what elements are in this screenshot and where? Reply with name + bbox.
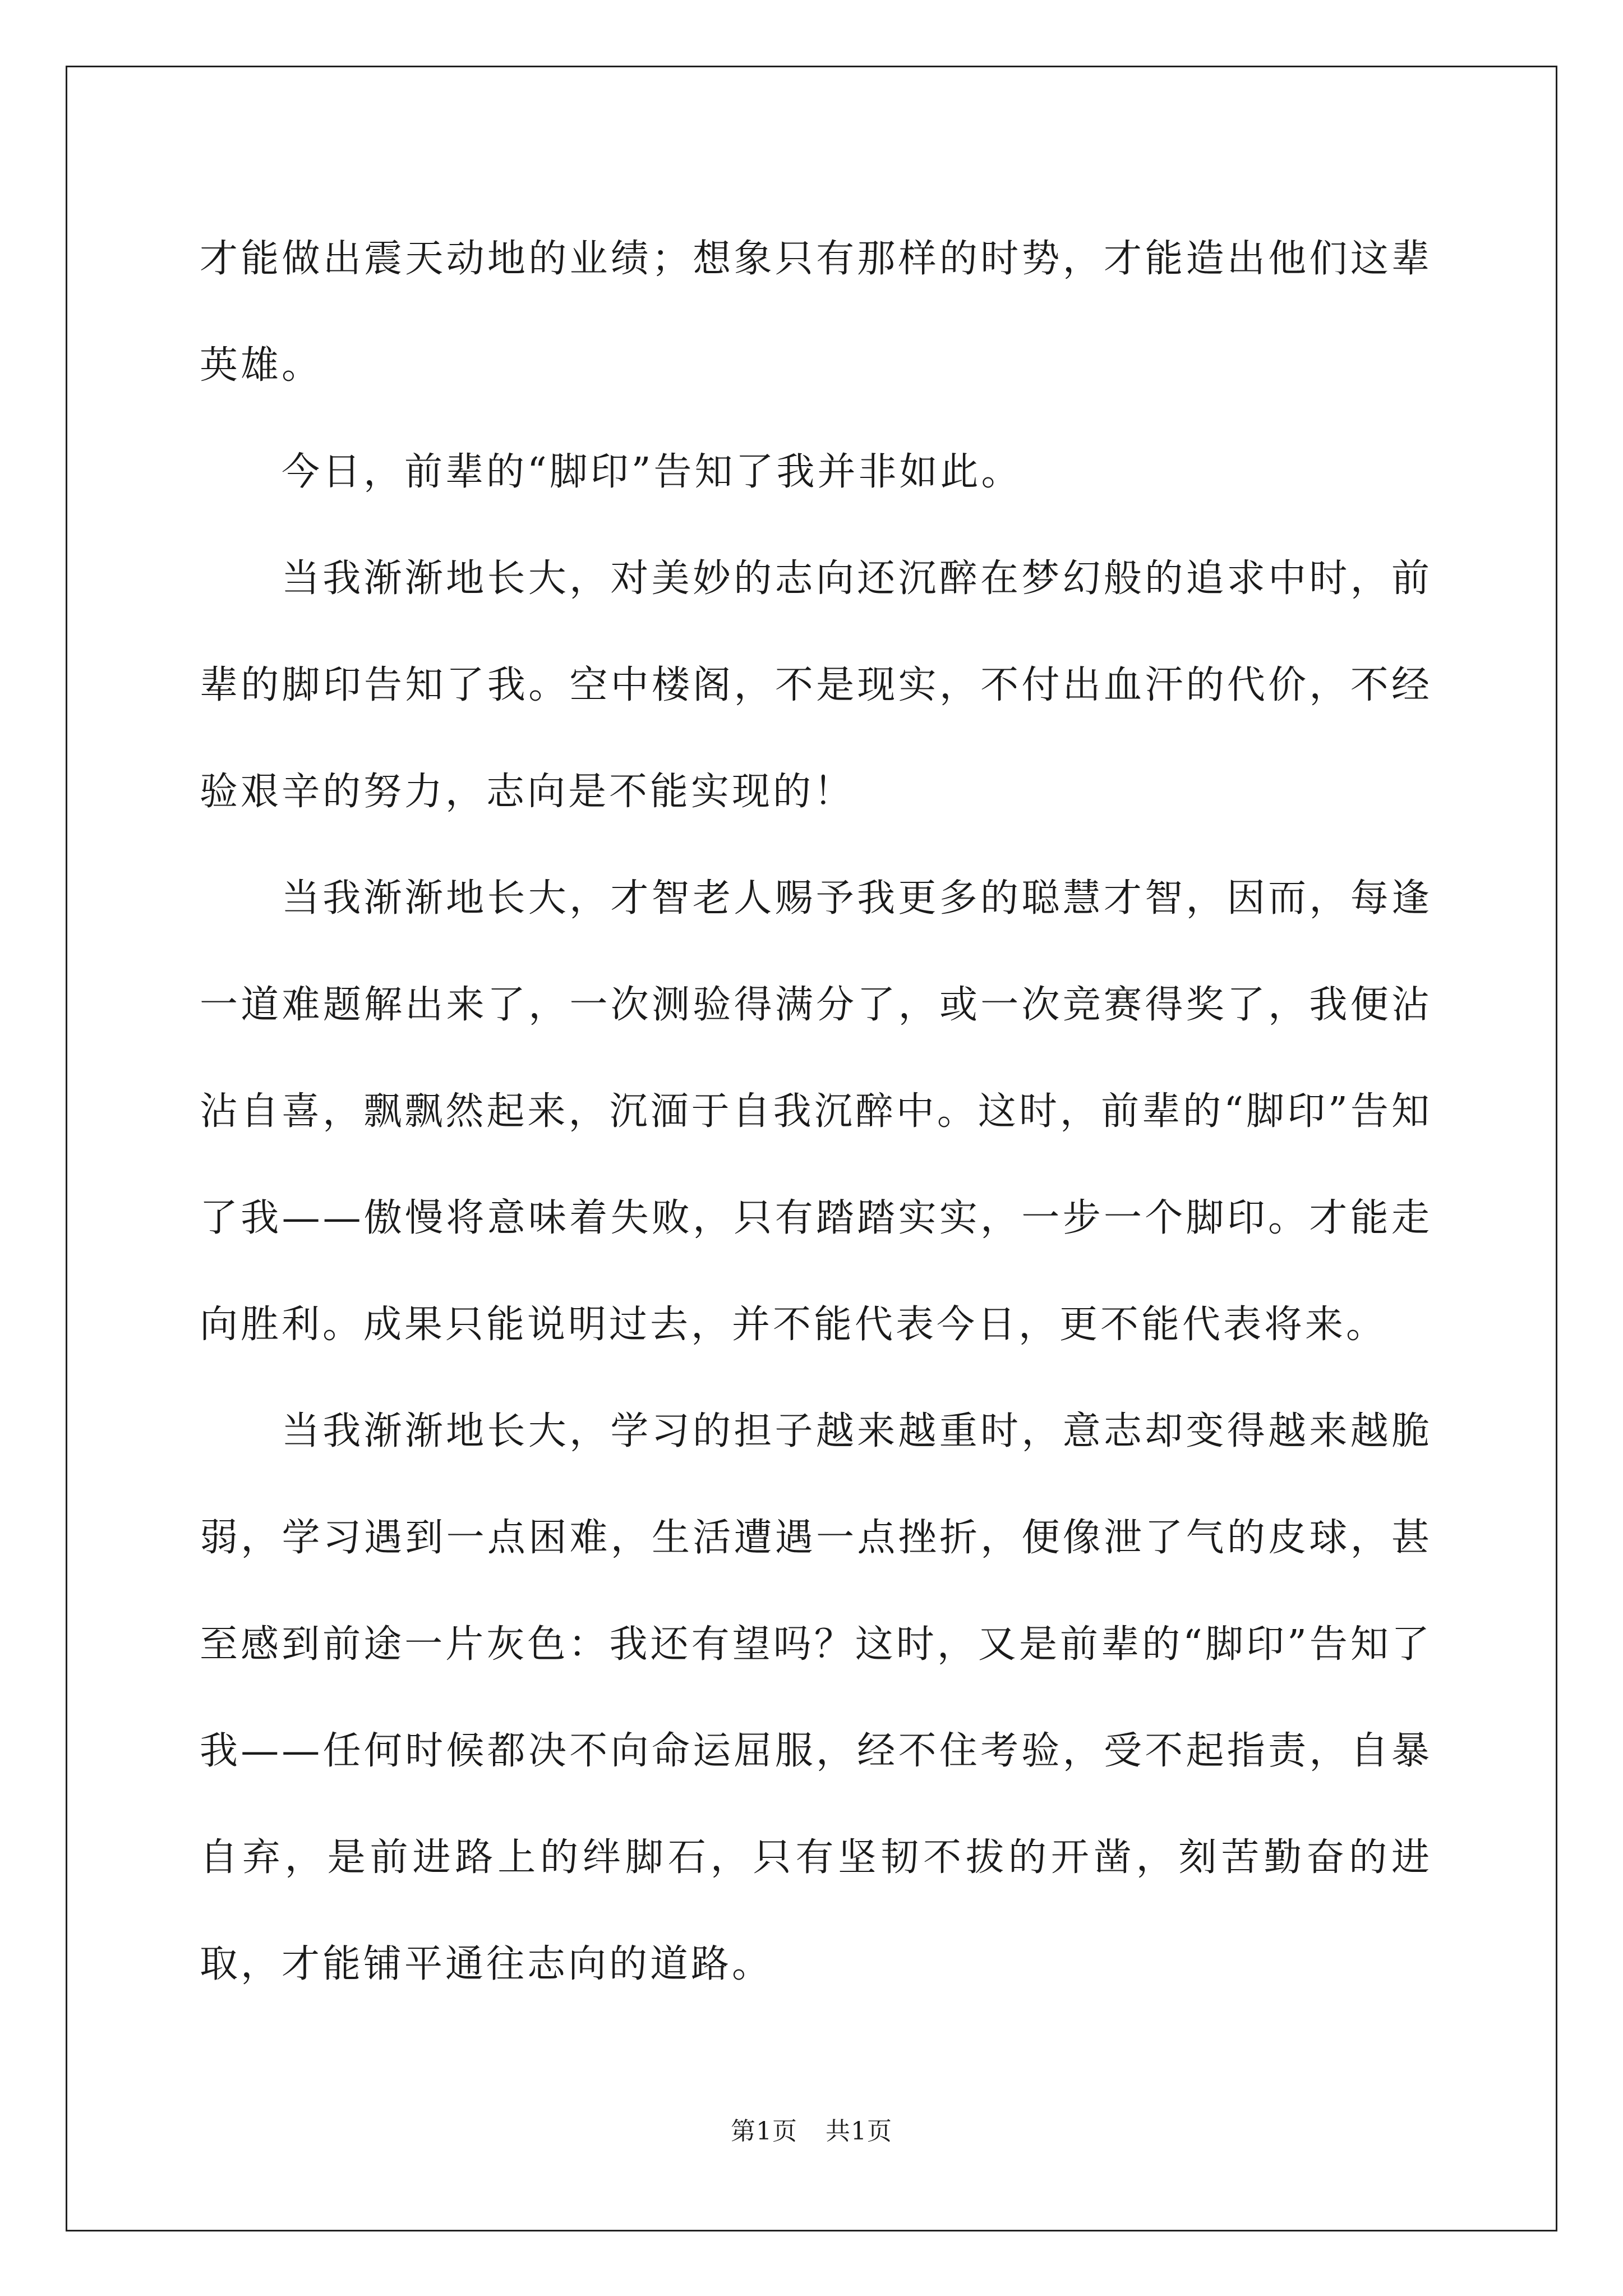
page-number-current: 第1页 [731, 2117, 797, 2146]
paragraph-1: 才能做出震天动地的业绩；想象只有那样的时势，才能造出他们这辈英雄。 [200, 237, 1432, 388]
paragraph-4: 当我渐渐地长大，才智老人赐予我更多的聪慧才智，因而，每逢一道难题解出来了，一次测验得满分了，或一次竞赛得奖了，我便沾沾自喜，飘飘然起来，沉湎于自我沉醉中。这时，前辈的“脚印”告知了我——傲慢将意味着失败，只有踏踏实实，一步一个脚印。才能走向胜利。成果只能说明过去，并不能代表今日，更不能代表将来。 [200, 876, 1432, 1347]
page-footer [0, 2115, 1623, 2148]
page-number-total: 共1页 [826, 2117, 892, 2146]
paragraph-3: 当我渐渐地长大，对美妙的志向还沉醉在梦幻般的追求中时，前辈的脚印告知了我。空中楼阁，不是现实，不付出血汗的代价，不经验艰辛的努力，志向是不能实现的！ [200, 556, 1432, 814]
paragraph-2: 今日，前辈的“脚印”告知了我并非如此。 [282, 450, 1022, 494]
document-body [200, 206, 1432, 2018]
paragraph-5: 当我渐渐地长大，学习的担子越来越重时，意志却变得越来越脆弱，学习遇到一点困难，生活遭遇一点挫折，便像泄了气的皮球，甚至感到前途一片灰色：我还有望吗？这时，又是前辈的“脚印”告知了我——任何时候都决不向命运屈服，经不住考验，受不起指责，自暴自弃，是前进路上的绊脚石，只有坚韧不拔的开凿，刻苦勤奋的进取，才能铺平通往志向的道路。 [200, 1409, 1432, 1986]
